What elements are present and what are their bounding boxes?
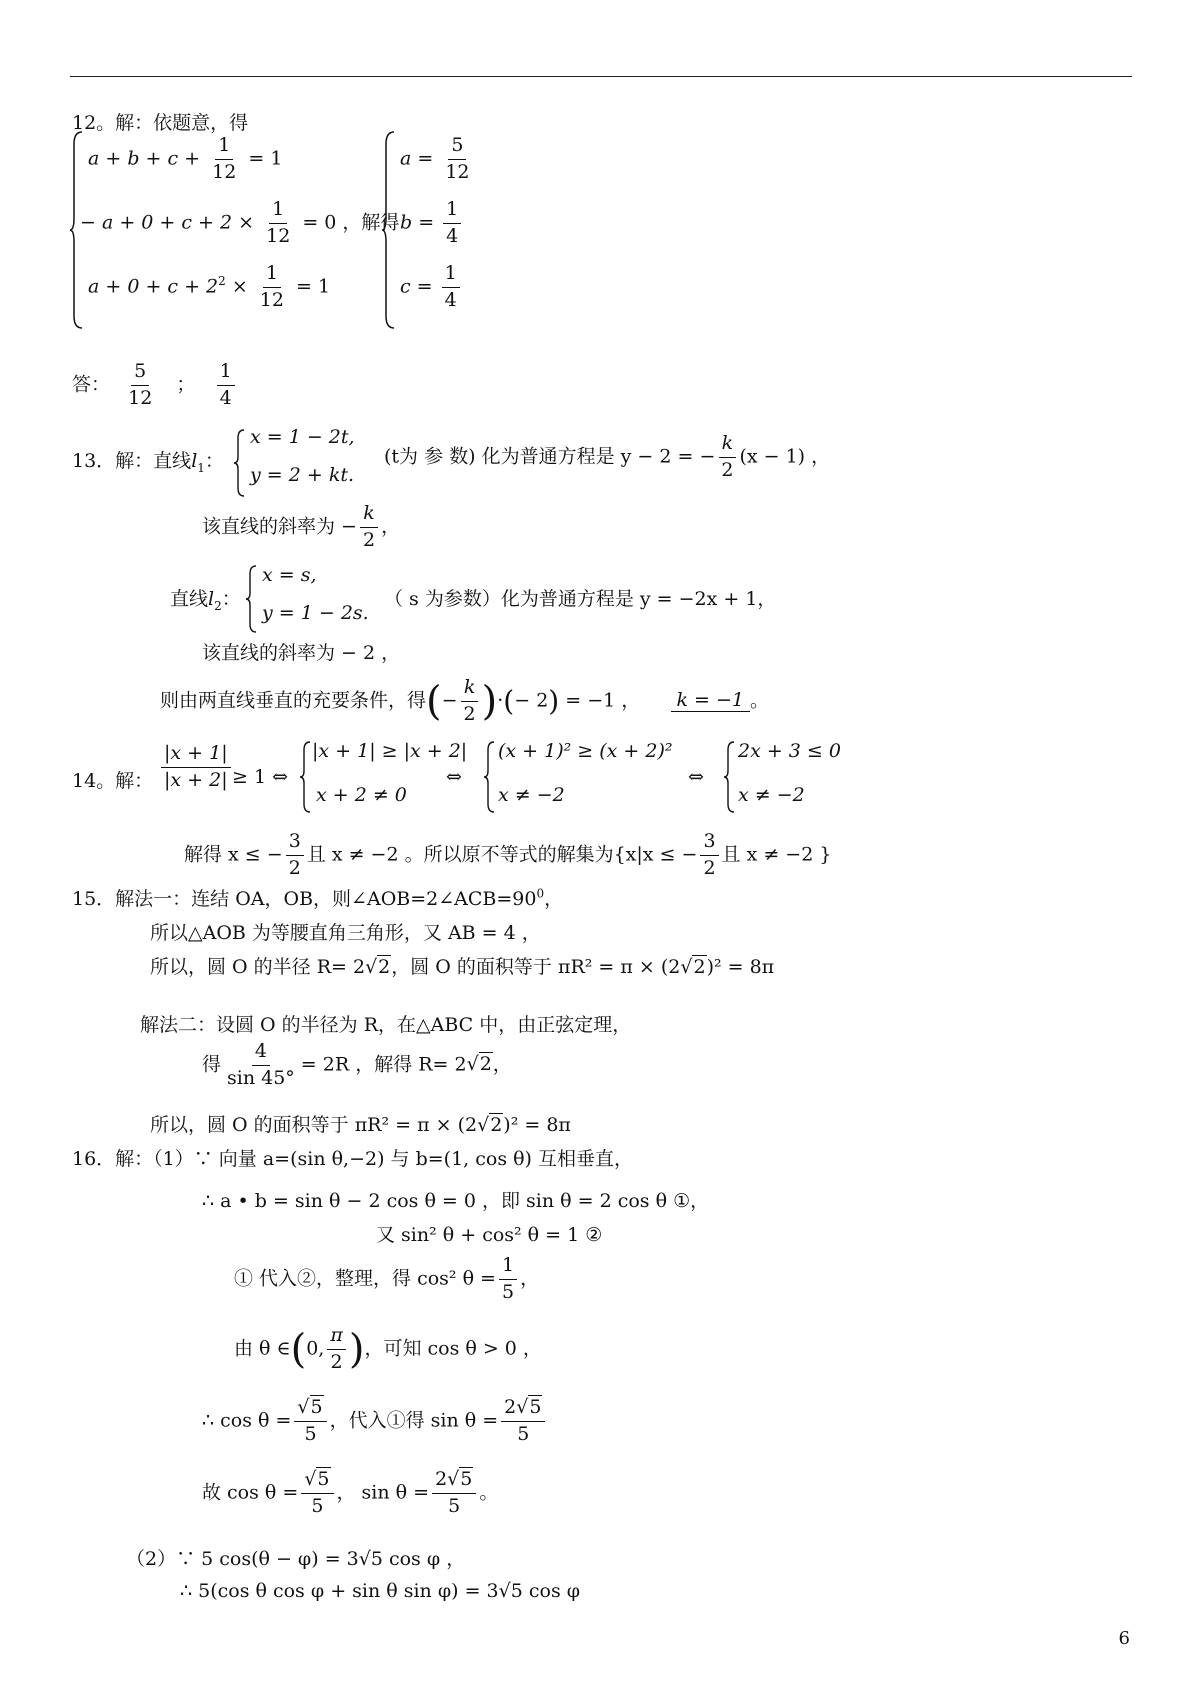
- p14-iff2: ⇔: [446, 766, 462, 788]
- p14-brace1: [300, 740, 312, 814]
- p13-l2-brace: [246, 564, 258, 634]
- p13-l1-general: (t为 参 数) 化为普通方程是 y − 2 = − $\frac{k}{2}$ (x − 1) ，: [384, 432, 831, 481]
- p14-sys3-b: x ≠ −2: [738, 784, 805, 806]
- p15-line6: 所以，圆 O 的面积等于 πR² = π × (2√2)² = 8π: [150, 1114, 571, 1136]
- p13-perpendicular: 则由两直线垂直的充要条件，得(− $\frac{k}{2}$ )·(− 2) = −1 ， k = −1 。: [160, 676, 770, 725]
- p16-line5: 由 θ ∈(0, $\frac{\pi}{2}$ )，可知 cos θ > 0 ，: [234, 1324, 542, 1373]
- p13-l1-eq2: y = 2 + kt.: [250, 464, 355, 486]
- p13-l2-eq2: y = 1 − 2s.: [262, 602, 369, 624]
- p16-line4: ① 代入②，整理，得 cos² θ = $\frac{1}{5}$ ，: [234, 1254, 540, 1303]
- p16-line1: 16．解：（1）∵ 向量 a=(sin θ,−2) 与 b=(1, cos θ) 互相垂直，: [72, 1148, 634, 1170]
- p16-line8: （2）∵ 5 cos(θ − φ) = 3√5 cos φ ，: [126, 1548, 466, 1570]
- p16-line6: ∴ cos θ = $\frac{√5}{5}$ ，代入①得 sin θ = $\frac{2√5}{5}$: [202, 1396, 548, 1447]
- p15-line1: 15．解法一：连结 OA，OB，则$\angle AOB=2\angle ACB=90^0$，: [72, 886, 564, 910]
- p14-ge1: ≥ 1 ⇔: [232, 766, 289, 788]
- p12-eq2: − a + 0 + c + 2 × $\frac{1}{12}$ = 0 ，解得: [80, 198, 400, 247]
- p12-sol-c: c = $\frac{1}{4}$: [400, 262, 463, 313]
- p12-eq3: $a + 0 + c + 2^2$ × $\frac{1}{12}$ = 1: [88, 262, 331, 311]
- page-number: 6: [1118, 1628, 1130, 1649]
- p13-l2-eq1: x = s,: [262, 564, 317, 586]
- p12-sol-b: b = $\frac{1}{4}$: [400, 198, 464, 249]
- p12-eq1: a + b + c + $\frac{1}{12}$ = 1: [88, 134, 283, 183]
- p15-line3: 所以，圆 O 的半径 R= 2√2，圆 O 的面积等于 πR² = π × (2√2)² = 8π: [150, 956, 775, 978]
- p13-answer: k = −1: [671, 689, 751, 712]
- p14-iff3: ⇔: [688, 766, 704, 788]
- p12-answer: 答： $\frac{5}{12}$ ； $\frac{1}{4}$: [72, 360, 238, 411]
- p15-line4: 解法二：设圆 O 的半径为 R，在△ABC 中，由正弦定理，: [140, 1014, 632, 1036]
- p13-l2-general: （ s 为参数）化为普通方程是 y = −2x + 1，: [384, 588, 777, 610]
- p14-solution: 解得 x ≤ − $\frac{3}{2}$ 且 x ≠ −2 。所以原不等式的解集为{x|x ≤ − $\frac{3}{2}$ 且 x ≠ −2 }: [184, 830, 832, 879]
- p13-l1-eq1: x = 1 − 2t,: [250, 426, 355, 448]
- p13-l1-label: 13．解：直线$l_1$：: [72, 450, 224, 475]
- p14-sys3-a: 2x + 3 ≤ 0: [738, 740, 841, 762]
- p14-brace2: [484, 740, 496, 814]
- p14-sys1-b: x + 2 ≠ 0: [316, 784, 407, 806]
- p16-line3: 又 sin² θ + cos² θ = 1 ②: [376, 1224, 603, 1246]
- p14-sys1-a: |x + 1| ≥ |x + 2|: [312, 740, 468, 762]
- p12-sol-a: a = $\frac{5}{12}$: [400, 134, 470, 183]
- p16-line9: ∴ 5(cos θ cos φ + sin θ sin φ) = 3√5 cos φ: [180, 1580, 581, 1602]
- p13-slope1: 该直线的斜率为 − $\frac{k}{2}$ ，: [202, 502, 401, 551]
- p12-intro: 12。解：依题意，得: [72, 112, 249, 134]
- p14-sys2-a: (x + 1)² ≥ (x + 2)²: [498, 740, 673, 762]
- p13-l1-brace: [234, 428, 246, 498]
- p12-right-brace: [382, 130, 396, 330]
- p16-line7: 故 cos θ = $\frac{√5}{5}$ ， sin θ = $\frac{2√5}{5}$ 。: [202, 1468, 499, 1517]
- p14-ratio: $\frac{|x + 1|}{|x + 2|}$: [158, 742, 234, 793]
- p14-sys2-b: x ≠ −2: [498, 784, 565, 806]
- header-rule: [70, 76, 1132, 77]
- p15-line5: 得 $\frac{4}{\sin 45^\circ}$ = 2R ，解得 R= 2√2，: [202, 1040, 512, 1089]
- p15-line2: 所以△AOB 为等腰直角三角形，又 AB = 4 ，: [150, 922, 541, 944]
- p13-slope2: 该直线的斜率为 − 2 ，: [202, 642, 401, 664]
- p14-brace3: [724, 740, 736, 814]
- p14-prefix: 14。解：: [72, 770, 154, 792]
- p16-line2: ∴ a • b = sin θ − 2 cos θ = 0 ，即 sin θ = 2 cos θ ①，: [202, 1190, 710, 1212]
- p13-l2-label: 直线$l_2$：: [170, 588, 241, 613]
